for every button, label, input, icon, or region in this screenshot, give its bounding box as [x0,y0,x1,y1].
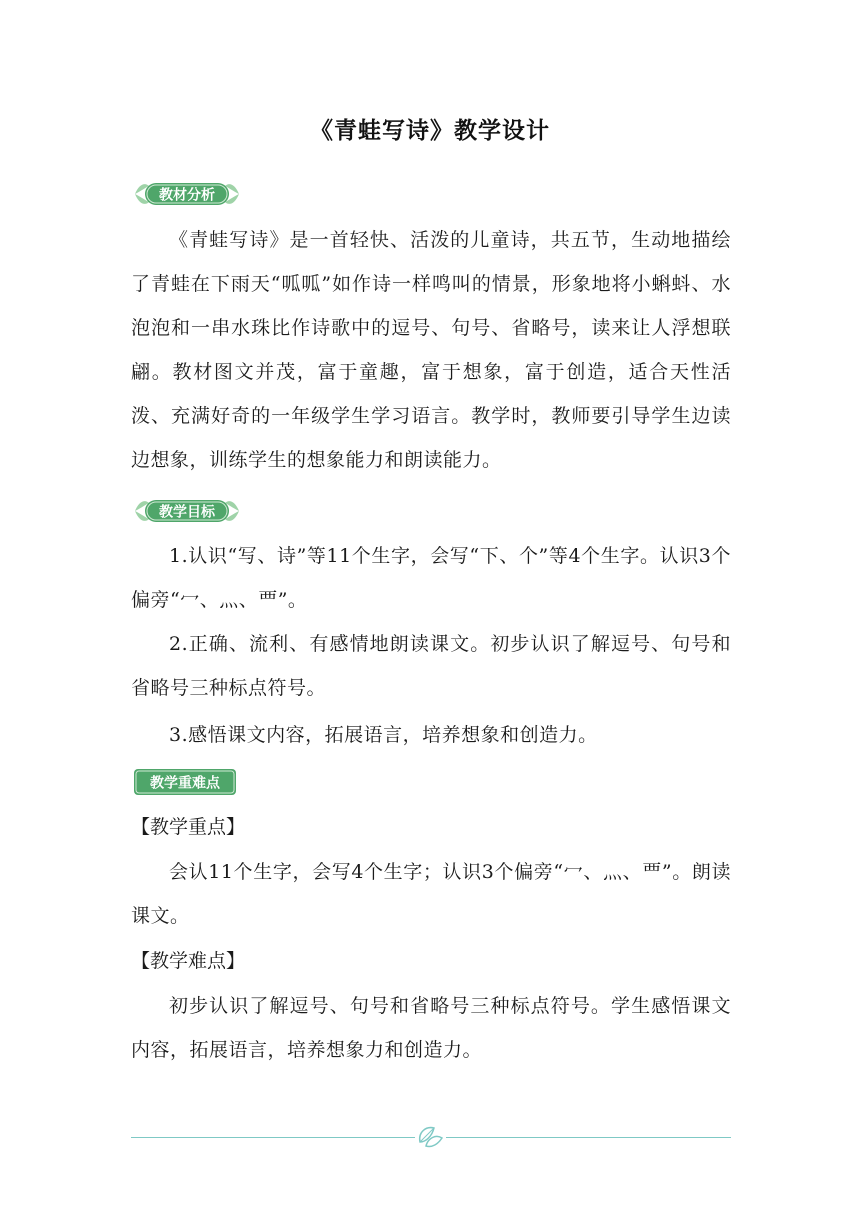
goal-item-1: 1.认识“写、诗”等11个生字，会写“下、个”等4个生字。认识3个偏旁“冖、灬、覀”。 [131,545,731,611]
page-title: 《青蛙写诗》教学设计 [310,118,550,144]
key-point-label: 【教学重点】 [131,816,246,838]
leaf-ornament-icon [131,178,243,210]
footer-divider-left [131,1137,415,1138]
section-badge-analysis [131,178,243,210]
badge-label: 教材分析 [159,187,215,204]
key-point-text: 会认11个生字，会写4个生字；认识3个偏旁“冖、灬、覀”。朗读课文。 [131,861,731,927]
difficulty-text: 初步认识了解逗号、句号和省略号三种标点符号。学生感悟课文内容，拓展语言，培养想象力和创造力。 [131,995,731,1061]
leaf-ornament-icon [131,495,243,527]
footer-divider-right [446,1137,731,1138]
difficulty-label: 【教学难点】 [131,950,246,972]
section-badge-keypoints [131,766,239,798]
badge-label: 教学重难点 [150,775,220,792]
analysis-paragraph: 《青蛙写诗》是一首轻快、活泼的儿童诗，共五节，生动地描绘了青蛙在下雨天“呱呱”如作诗一样鸣叫的情景，形象地将小蝌蚪、水泡泡和一串水珠比作诗歌中的逗号、句号、省略号，读来让人浮想联翩。教材图文并茂，富于童趣，富于想象，富于创造，适合天性活泼、充满好奇的一年级学生学习语言。教学时，教师要引导学生边读边想象，训练学生的想象能力和朗读能力。 [131,229,731,471]
badge-banner-icon [131,766,239,798]
section-badge-goals [131,495,243,527]
goal-item-3: 3.感悟课文内容，拓展语言，培养想象和创造力。 [169,724,598,746]
goal-item-2: 2.正确、流利、有感情地朗读课文。初步认识了解逗号、句号和省略号三种标点符号。 [131,633,731,699]
leaf-footer-icon [414,1122,446,1152]
badge-label: 教学目标 [159,504,215,521]
